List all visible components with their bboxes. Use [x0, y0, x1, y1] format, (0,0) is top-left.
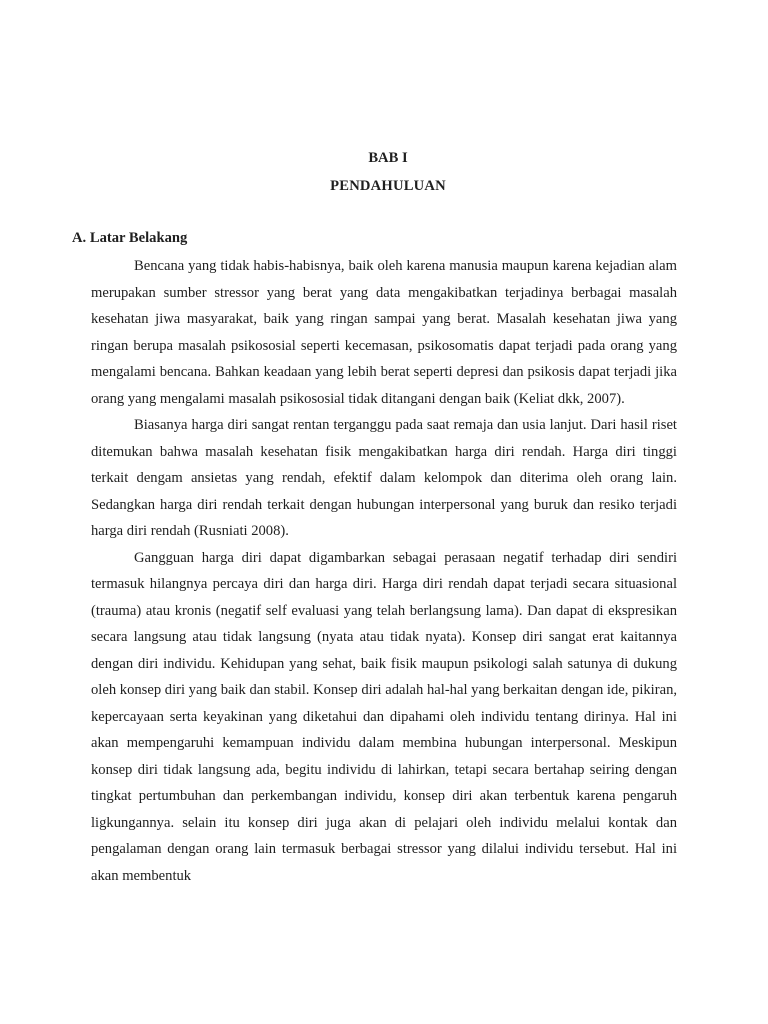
chapter-heading: BAB I	[368, 150, 408, 166]
paragraph-1: Bencana yang tidak habis-habisnya, baik oleh karena manusia maupun karena kejadian alam merupakan sumber stressor yang berat yang data mengakibatkan terjadinya berbagai masalah kesehatan jiwa masyarakat, baik yang ringan sampai yang berat. Masalah kesehatan jiwa yang ringan berupa masalah psikososial seperti kecemasan, psikosomatis dapat terjadi pada orang yang mengalami bencana. Bahkan keadaan yang lebih berat seperti depresi dan psikosis dapat terjadi jika orang yang mengalami masalah psikososial tidak ditangani dengan baik (Keliat dkk, 2007).	[91, 258, 677, 407]
paragraph-2: Biasanya harga diri sangat rentan terganggu pada saat remaja dan usia lanjut. Dari hasil riset ditemukan bahwa masalah kesehatan fisik mengakibatkan harga diri rendah. Harga diri tinggi terkait dengam ansietas yang rendah, efektif dalam kelompok dan diterima oleh orang lain. Sedangkan harga diri rendah terkait dengan hubungan interpersonal yang buruk dan resiko terjadi harga diri rendah (Rusniati 2008).	[91, 417, 677, 539]
body-text	[91, 253, 677, 889]
chapter-title: PENDAHULUAN	[330, 178, 446, 194]
paragraph-3: Gangguan harga diri dapat digambarkan sebagai perasaan negatif terhadap diri sendiri termasuk hilangnya percaya diri dan harga diri. Harga diri rendah dapat terjadi secara situasional (trauma) atau kronis (negatif self evaluasi yang telah berlangsung lama). Dan dapat di ekspresikan secara langsung atau tidak langsung (nyata atau tidak nyata). Konsep diri sangat erat kaitannya dengan diri individu. Kehidupan yang sehat, baik fisik maupun psikologi salah satunya di dukung oleh konsep diri yang baik dan stabil. Konsep diri adalah hal-hal yang berkaitan dengan ide, pikiran, kepercayaan serta keyakinan yang diketahui dan dipahami oleh individu tentang dirinya. Hal ini akan mempengaruhi kemampuan individu dalam membina hubungan interpersonal. Meskipun konsep diri tidak langsung ada, begitu individu di lahirkan, tetapi secara bertahap seiring dengan tingkat pertumbuhan dan perkembangan individu, konsep diri akan terbentuk karena pengaruh ligkungannya. selain itu konsep diri juga akan di pelajari oleh individu melalui kontak dan pengalaman dengan orang lain termasuk berbagai stressor yang dilalui individu tersebut. Hal ini akan membentuk	[91, 549, 678, 884]
section-heading: A. Latar Belakang	[72, 230, 188, 246]
